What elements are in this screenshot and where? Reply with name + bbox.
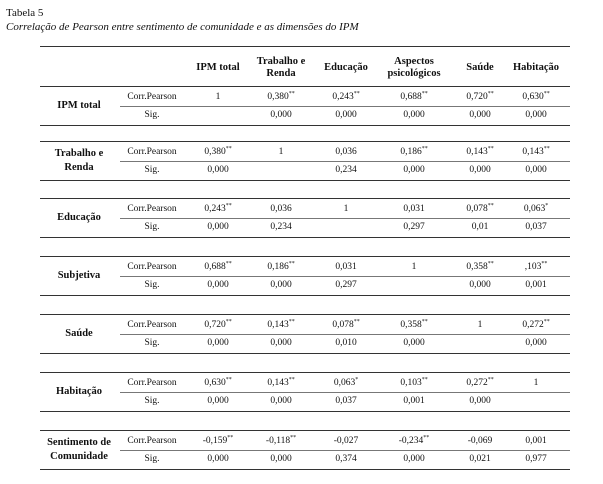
- corr-value: 1: [477, 320, 483, 330]
- sig-value: 0,000: [403, 110, 425, 120]
- sig-value: 0,000: [207, 165, 229, 175]
- sig-value: 0,001: [525, 280, 547, 290]
- corr-value: 0,243**: [332, 90, 360, 102]
- group-bottom-rule: [40, 469, 570, 470]
- sig-value: 0,001: [403, 396, 425, 406]
- sig-value: 0,234: [270, 222, 292, 232]
- corr-value: 0,001: [525, 436, 547, 446]
- stat-label-sig: Sig.: [144, 110, 160, 120]
- inner-rule: [120, 218, 570, 219]
- sig-value: 0,000: [270, 454, 292, 464]
- stat-label-corr: Corr.Pearson: [127, 204, 177, 214]
- sig-value: 0,000: [207, 222, 229, 232]
- group-bottom-rule: [40, 125, 570, 126]
- row-label: Educação: [57, 212, 101, 223]
- row-label: IPM total: [57, 100, 101, 111]
- corr-value: -0,234**: [398, 434, 430, 446]
- corr-value: 0,358**: [466, 260, 494, 272]
- stat-label-sig: Sig.: [144, 454, 160, 464]
- sig-value: 0,000: [469, 165, 491, 175]
- sig-value: 0,000: [270, 110, 292, 120]
- stat-label-corr: Corr.Pearson: [127, 262, 177, 272]
- corr-value: ,103**: [524, 260, 548, 272]
- corr-value: -0,118**: [265, 434, 297, 446]
- table-subtitle: Correlação de Pearson entre sentimento de comunidade e as dimensões do IPM: [6, 21, 359, 33]
- corr-value: 0,630**: [522, 90, 550, 102]
- stat-label-sig: Sig.: [144, 222, 160, 232]
- group-rule: [40, 256, 570, 257]
- sig-value: 0,000: [469, 280, 491, 290]
- table-top-rule: [40, 46, 570, 47]
- sig-value: 0,037: [525, 222, 547, 232]
- sig-value: 0,037: [335, 396, 357, 406]
- corr-value: -0,027: [333, 436, 359, 446]
- inner-rule: [120, 334, 570, 335]
- corr-value: 0,720**: [204, 318, 232, 330]
- column-header: Aspectos psicológicos: [387, 56, 441, 79]
- inner-rule: [120, 161, 570, 162]
- sig-value: 0,000: [207, 338, 229, 348]
- corr-value: 0,143**: [466, 145, 494, 157]
- corr-value: 0,063*: [333, 376, 359, 388]
- corr-value: 1: [533, 378, 539, 388]
- sig-value: 0,000: [469, 110, 491, 120]
- sig-value: 0,000: [469, 396, 491, 406]
- column-header: Trabalho e Renda: [256, 56, 306, 79]
- group-rule: [40, 372, 570, 373]
- corr-value: 0,031: [335, 262, 357, 272]
- group-rule: [40, 141, 570, 142]
- stat-label-sig: Sig.: [144, 396, 160, 406]
- stat-label-sig: Sig.: [144, 338, 160, 348]
- stat-label-corr: Corr.Pearson: [127, 436, 177, 446]
- sig-value: 0,000: [335, 110, 357, 120]
- corr-value: 0,688**: [400, 90, 428, 102]
- sig-value: 0,000: [403, 454, 425, 464]
- sig-value: 0,000: [403, 165, 425, 175]
- column-header: Saúde: [466, 62, 494, 73]
- corr-value: 0,036: [335, 147, 357, 157]
- column-header: Educação: [324, 62, 368, 73]
- stat-label-sig: Sig.: [144, 280, 160, 290]
- sig-value: 0,01: [471, 222, 489, 232]
- corr-value: 0,720**: [466, 90, 494, 102]
- sig-value: 0,374: [335, 454, 357, 464]
- group-rule: [40, 198, 570, 199]
- stat-label-corr: Corr.Pearson: [127, 320, 177, 330]
- sig-value: 0,000: [525, 338, 547, 348]
- corr-value: 0,031: [403, 204, 425, 214]
- row-label: Habitação: [55, 386, 103, 397]
- group-bottom-rule: [40, 411, 570, 412]
- corr-value: 0,063*: [523, 202, 549, 214]
- sig-value: 0,297: [403, 222, 425, 232]
- corr-value: -0,069: [467, 436, 493, 446]
- corr-value: 0,103**: [400, 376, 428, 388]
- inner-rule: [120, 276, 570, 277]
- sig-value: 0,234: [335, 165, 357, 175]
- corr-value: 0,358**: [400, 318, 428, 330]
- inner-rule: [120, 450, 570, 451]
- corr-value: 0,036: [270, 204, 292, 214]
- sig-value: 0,297: [335, 280, 357, 290]
- group-bottom-rule: [40, 237, 570, 238]
- corr-value: 1: [215, 92, 221, 102]
- sig-value: 0,977: [525, 454, 547, 464]
- corr-value: 0,186**: [400, 145, 428, 157]
- sig-value: 0,010: [335, 338, 357, 348]
- column-header: IPM total: [196, 62, 240, 73]
- corr-value: 0,078**: [332, 318, 360, 330]
- corr-value: 0,078**: [466, 202, 494, 214]
- corr-value: 0,688**: [204, 260, 232, 272]
- header-bottom-rule: [40, 86, 570, 87]
- stat-label-corr: Corr.Pearson: [127, 92, 177, 102]
- row-label: Saúde: [65, 328, 93, 339]
- sig-value: 0,000: [525, 165, 547, 175]
- group-rule: [40, 430, 570, 431]
- corr-value: 0,380**: [204, 145, 232, 157]
- stat-label-corr: Corr.Pearson: [127, 378, 177, 388]
- corr-value: 1: [343, 204, 349, 214]
- corr-value: 1: [278, 147, 284, 157]
- row-label: Trabalho e Renda: [54, 148, 104, 173]
- inner-rule: [120, 392, 570, 393]
- corr-value: -0,159**: [202, 434, 234, 446]
- sig-value: 0,000: [207, 396, 229, 406]
- sig-value: 0,021: [469, 454, 491, 464]
- corr-value: 0,143**: [522, 145, 550, 157]
- corr-value: 0,143**: [267, 318, 295, 330]
- sig-value: 0,000: [525, 110, 547, 120]
- corr-value: 0,272**: [522, 318, 550, 330]
- group-bottom-rule: [40, 295, 570, 296]
- stat-label-corr: Corr.Pearson: [127, 147, 177, 157]
- table-caption: [6, 6, 359, 34]
- sig-value: 0,000: [270, 280, 292, 290]
- corr-value: 0,272**: [466, 376, 494, 388]
- sig-value: 0,000: [207, 280, 229, 290]
- corr-value: 0,143**: [267, 376, 295, 388]
- column-header: Habitação: [512, 62, 560, 73]
- sig-value: 0,000: [207, 454, 229, 464]
- sig-value: 0,000: [403, 338, 425, 348]
- table-title: Tabela 5: [6, 7, 44, 19]
- corr-value: 0,380**: [267, 90, 295, 102]
- row-label: Sentimento de Comunidade: [47, 437, 111, 462]
- group-bottom-rule: [40, 353, 570, 354]
- sig-value: 0,000: [270, 338, 292, 348]
- stat-label-sig: Sig.: [144, 165, 160, 175]
- inner-rule: [120, 106, 570, 107]
- corr-value: 0,630**: [204, 376, 232, 388]
- sig-value: 0,000: [270, 396, 292, 406]
- group-bottom-rule: [40, 180, 570, 181]
- corr-value: 1: [411, 262, 417, 272]
- corr-value: 0,186**: [267, 260, 295, 272]
- group-rule: [40, 314, 570, 315]
- corr-value: 0,243**: [204, 202, 232, 214]
- row-label: Subjetiva: [57, 270, 101, 281]
